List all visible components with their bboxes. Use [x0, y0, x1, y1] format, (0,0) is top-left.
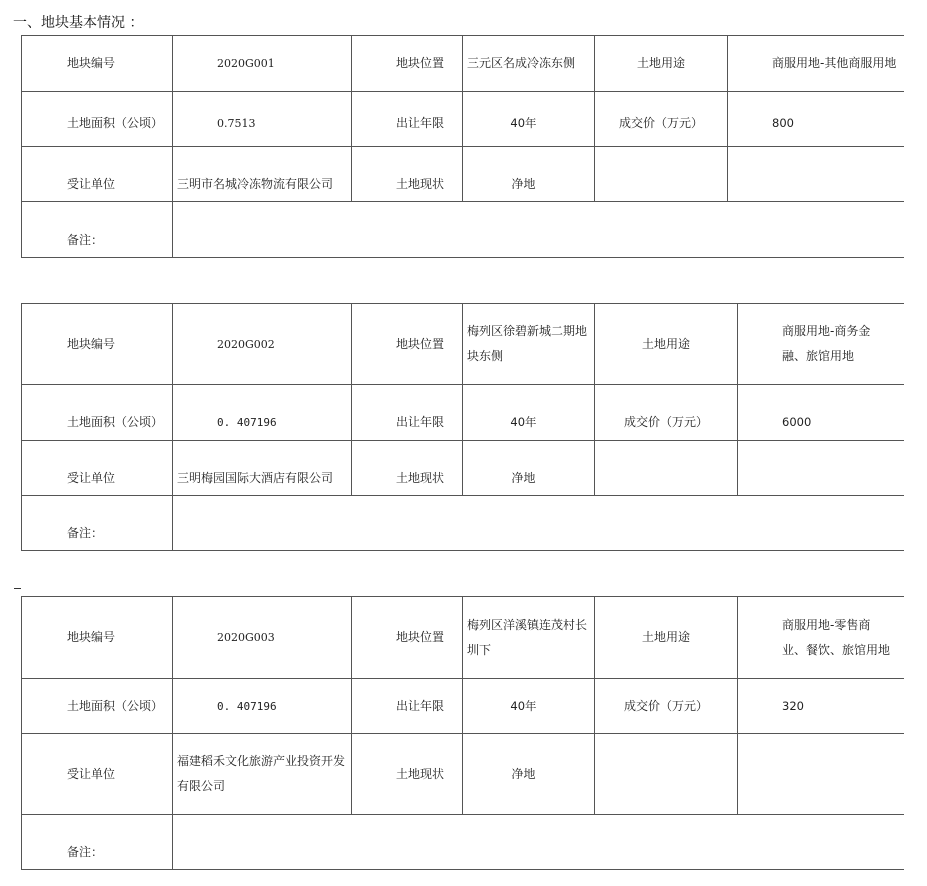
- label-parcel-no: 地块编号: [21, 36, 172, 91]
- empty-cell: [594, 734, 737, 814]
- value-location: 梅列区洋溪镇连茂村长圳下: [462, 597, 594, 678]
- value-land-use: 商服用地-商务金融、旅馆用地: [737, 304, 904, 384]
- table-row-buyer: [21, 441, 904, 496]
- label-term: 出让年限: [351, 92, 462, 146]
- value-status: 净地: [462, 441, 594, 495]
- value-price: 320: [737, 679, 904, 733]
- label-area: 土地面积（公顷）: [21, 385, 172, 440]
- label-location: 地块位置: [351, 304, 462, 384]
- label-parcel-no: 地块编号: [21, 597, 172, 678]
- table-row-area: [21, 92, 904, 147]
- label-remarks: 备注：: [21, 202, 172, 257]
- value-location: 三元区名成冷冻东侧: [462, 36, 594, 91]
- parcel-table-2: [21, 303, 904, 551]
- label-term: 出让年限: [351, 679, 462, 733]
- table-row-parcel-no: [21, 597, 904, 679]
- value-remarks: [172, 496, 904, 550]
- label-status: 土地现状: [351, 147, 462, 201]
- label-price: 成交价（万元）: [594, 385, 737, 440]
- label-location: 地块位置: [351, 597, 462, 678]
- value-buyer: 福建稻禾文化旅游产业投资开发有限公司: [172, 734, 351, 814]
- table-row-area: [21, 679, 904, 734]
- value-status: 净地: [462, 734, 594, 814]
- label-status: 土地现状: [351, 441, 462, 495]
- label-area: 土地面积（公顷）: [21, 679, 172, 733]
- label-land-use: 土地用途: [594, 304, 737, 384]
- empty-cell: [737, 734, 904, 814]
- value-land-use: 商服用地-其他商服用地: [727, 36, 904, 91]
- label-term: 出让年限: [351, 385, 462, 440]
- label-buyer: 受让单位: [21, 147, 172, 201]
- table-row-parcel-no: [21, 36, 904, 92]
- label-price: 成交价（万元）: [594, 92, 727, 146]
- table-row-remarks: [21, 496, 904, 551]
- value-parcel-no: 2020G002: [172, 304, 351, 384]
- value-parcel-no: 2020G003: [172, 597, 351, 678]
- stray-dash: [14, 588, 21, 589]
- table-row-buyer: [21, 147, 904, 202]
- value-term: 40年: [462, 385, 594, 440]
- value-parcel-no: 2020G001: [172, 36, 351, 91]
- value-location: 梅列区徐碧新城二期地块东侧: [462, 304, 594, 384]
- value-area: 0. 407196: [172, 385, 351, 440]
- value-buyer: 三明市名城冷冻物流有限公司: [172, 147, 351, 201]
- empty-cell: [594, 441, 737, 495]
- value-term: 40年: [462, 92, 594, 146]
- table-row-remarks: [21, 815, 904, 870]
- empty-cell: [727, 147, 904, 201]
- empty-cell: [594, 147, 727, 201]
- label-area: 土地面积（公顷）: [21, 92, 172, 146]
- value-remarks: [172, 815, 904, 869]
- section-heading: 一、地块基本情况 ：: [13, 15, 144, 31]
- table-row-area: [21, 385, 904, 441]
- label-parcel-no: 地块编号: [21, 304, 172, 384]
- value-land-use: 商服用地-零售商业、餐饮、旅馆用地: [737, 597, 904, 678]
- value-price: 800: [727, 92, 904, 146]
- label-land-use: 土地用途: [594, 597, 737, 678]
- value-buyer: 三明梅园国际大酒店有限公司: [172, 441, 351, 495]
- table-row-remarks: [21, 202, 904, 258]
- parcel-table-1: [21, 35, 904, 258]
- parcel-table-3: [21, 596, 904, 870]
- empty-cell: [737, 441, 904, 495]
- label-price: 成交价（万元）: [594, 679, 737, 733]
- label-buyer: 受让单位: [21, 441, 172, 495]
- label-land-use: 土地用途: [594, 36, 727, 91]
- label-buyer: 受让单位: [21, 734, 172, 814]
- value-status: 净地: [462, 147, 594, 201]
- value-term: 40年: [462, 679, 594, 733]
- value-area: 0.7513: [172, 92, 351, 146]
- value-remarks: [172, 202, 904, 257]
- label-location: 地块位置: [351, 36, 462, 91]
- label-status: 土地现状: [351, 734, 462, 814]
- table-row-parcel-no: [21, 304, 904, 385]
- label-remarks: 备注：: [21, 496, 172, 550]
- value-area: 0. 407196: [172, 679, 351, 733]
- label-remarks: 备注：: [21, 815, 172, 869]
- table-row-buyer: [21, 734, 904, 815]
- value-price: 6000: [737, 385, 904, 440]
